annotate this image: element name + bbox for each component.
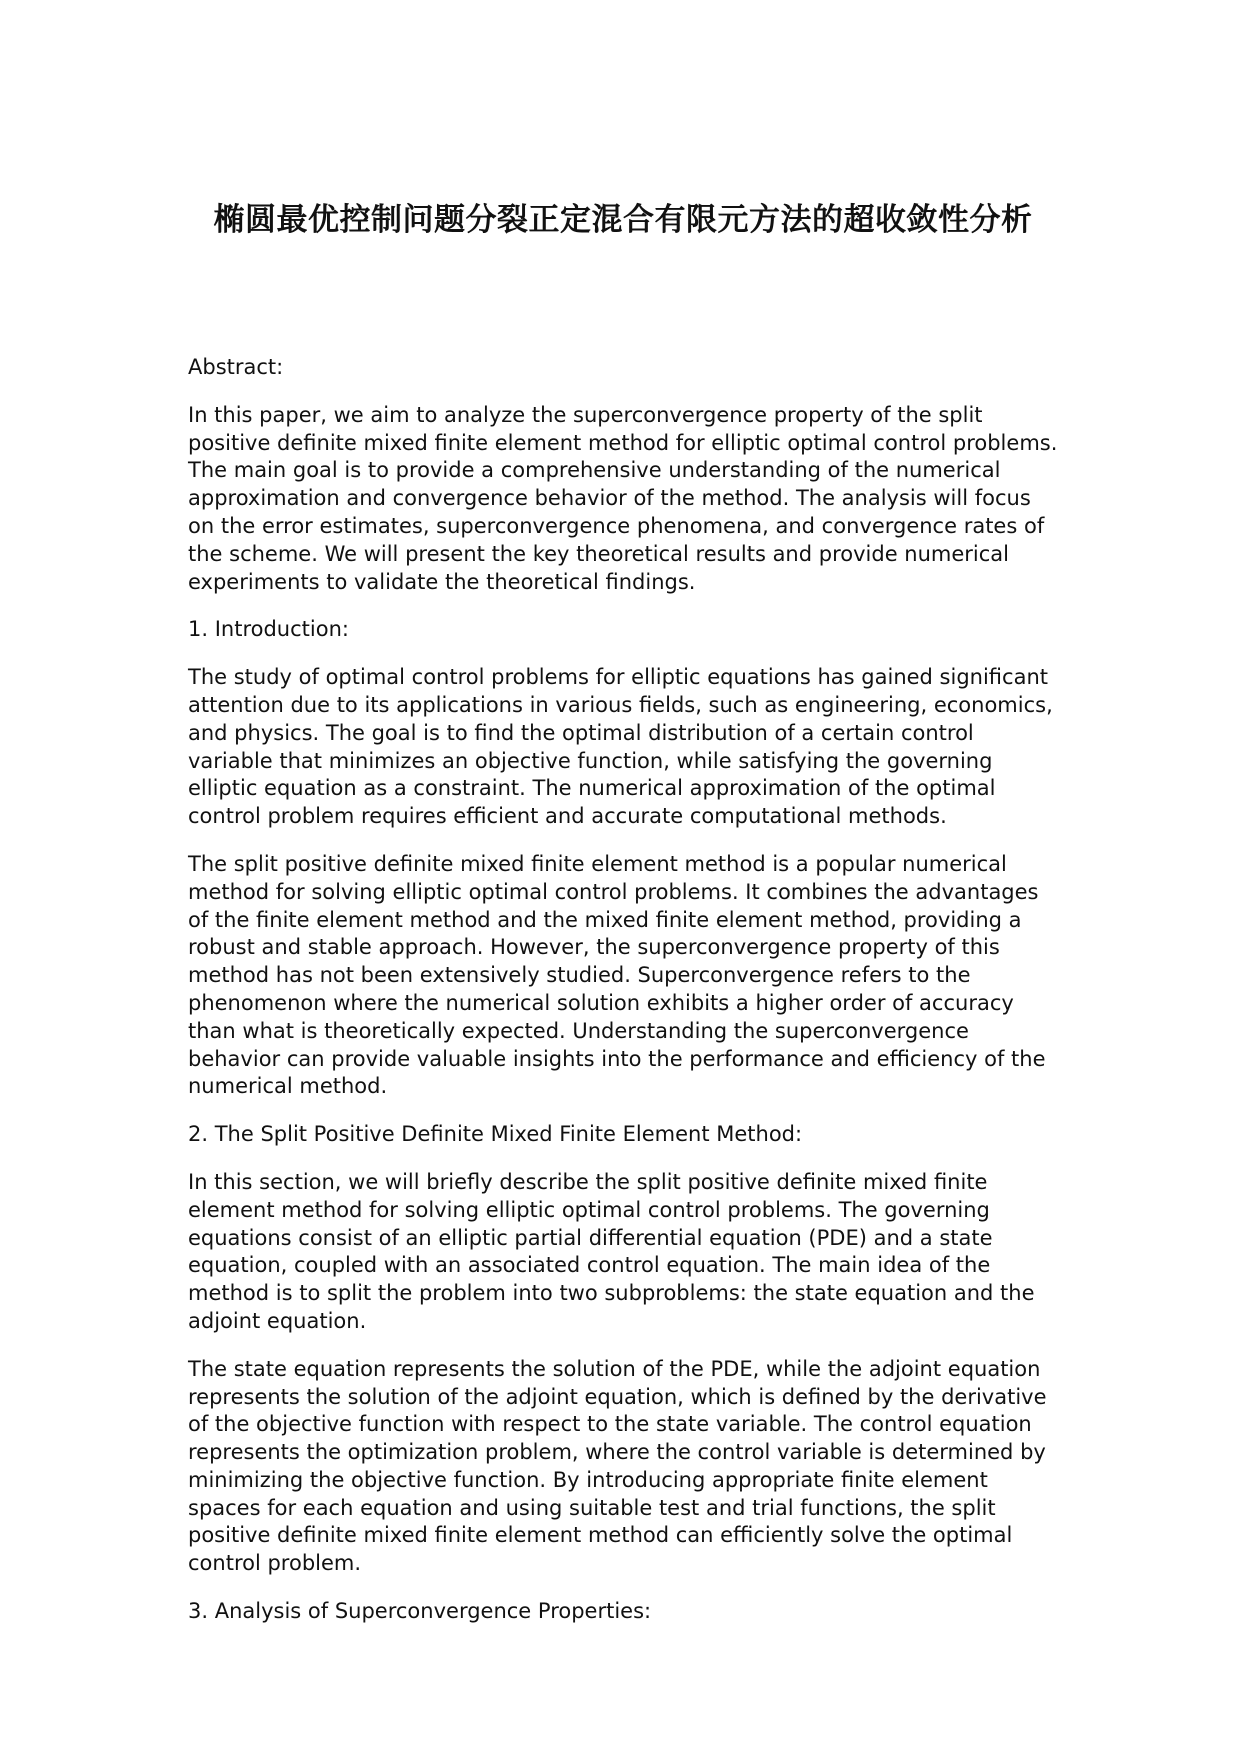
section-1-heading: 1. Introduction: xyxy=(188,617,349,642)
document-title: 椭圆最优控制问题分裂正定混合有限元方法的超收敛性分析 xyxy=(213,202,1033,238)
section-2-paragraph-1: In this section, we will briefly describe the split positive definite mixed finite element method for solving elliptic optimal control problems. The governing equations consist of an elliptic partial differential equation (PDE) and a state equation, coupled with an associated control equation. The main idea of the method is to split the problem into two subproblems: the state equation and the adjoint equation. xyxy=(188,1169,1035,1333)
section-1-paragraph-2: The split positive definite mixed finite element method is a popular numerical method for solving elliptic optimal control problems. It combines the advantages of the finite element method and the mixed finite element method, providing a robust and stable approach. However, the superconvergence property of this method has not been extensively studied. Superconvergence refers to the phenomenon where the numerical solution exhibits a higher order of accuracy than what is theoretically expected. Understanding the superconvergence behavior can provide valuable insights into the performance and efficiency of the numerical method. xyxy=(188,851,1046,1099)
section-2-paragraph-2: The state equation represents the solution of the PDE, while the adjoint equation represents the solution of the adjoint equation, which is defined by the derivative of the objective function with respect to the state variable. The control equation represents the optimization problem, where the control variable is determined by minimizing the objective function. By introducing appropriate finite element spaces for each equation and using suitable test and trial functions, the split positive definite mixed finite element method can efficiently solve the optimal control problem. xyxy=(188,1356,1047,1576)
section-1-paragraph-1: The study of optimal control problems for elliptic equations has gained significant attention due to its applications in various fields, such as engineering, economics, and physics. The goal is to find the optimal distribution of a certain control variable that minimizes an objective function, while satisfying the governing elliptic equation as a constraint. The numerical approximation of the optimal control problem requires efficient and accurate computational methods. xyxy=(188,665,1053,829)
section-2-heading: 2. The Split Positive Definite Mixed Finite Element Method: xyxy=(188,1122,803,1147)
abstract-paragraph: In this paper, we aim to analyze the superconvergence property of the split positive definite mixed finite element method for elliptic optimal control problems. The main goal is to provide a comprehensive understanding of the numerical approximation and convergence behavior of the method. The analysis will focus on the error estimates, superconvergence phenomena, and convergence rates of the scheme. We will present the key theoretical results and provide numerical experiments to validate the theoretical findings. xyxy=(188,402,1058,594)
section-3-heading: 3. Analysis of Superconvergence Properties: xyxy=(188,1599,652,1624)
document-body xyxy=(188,354,1058,1646)
abstract-heading: Abstract: xyxy=(188,355,284,379)
